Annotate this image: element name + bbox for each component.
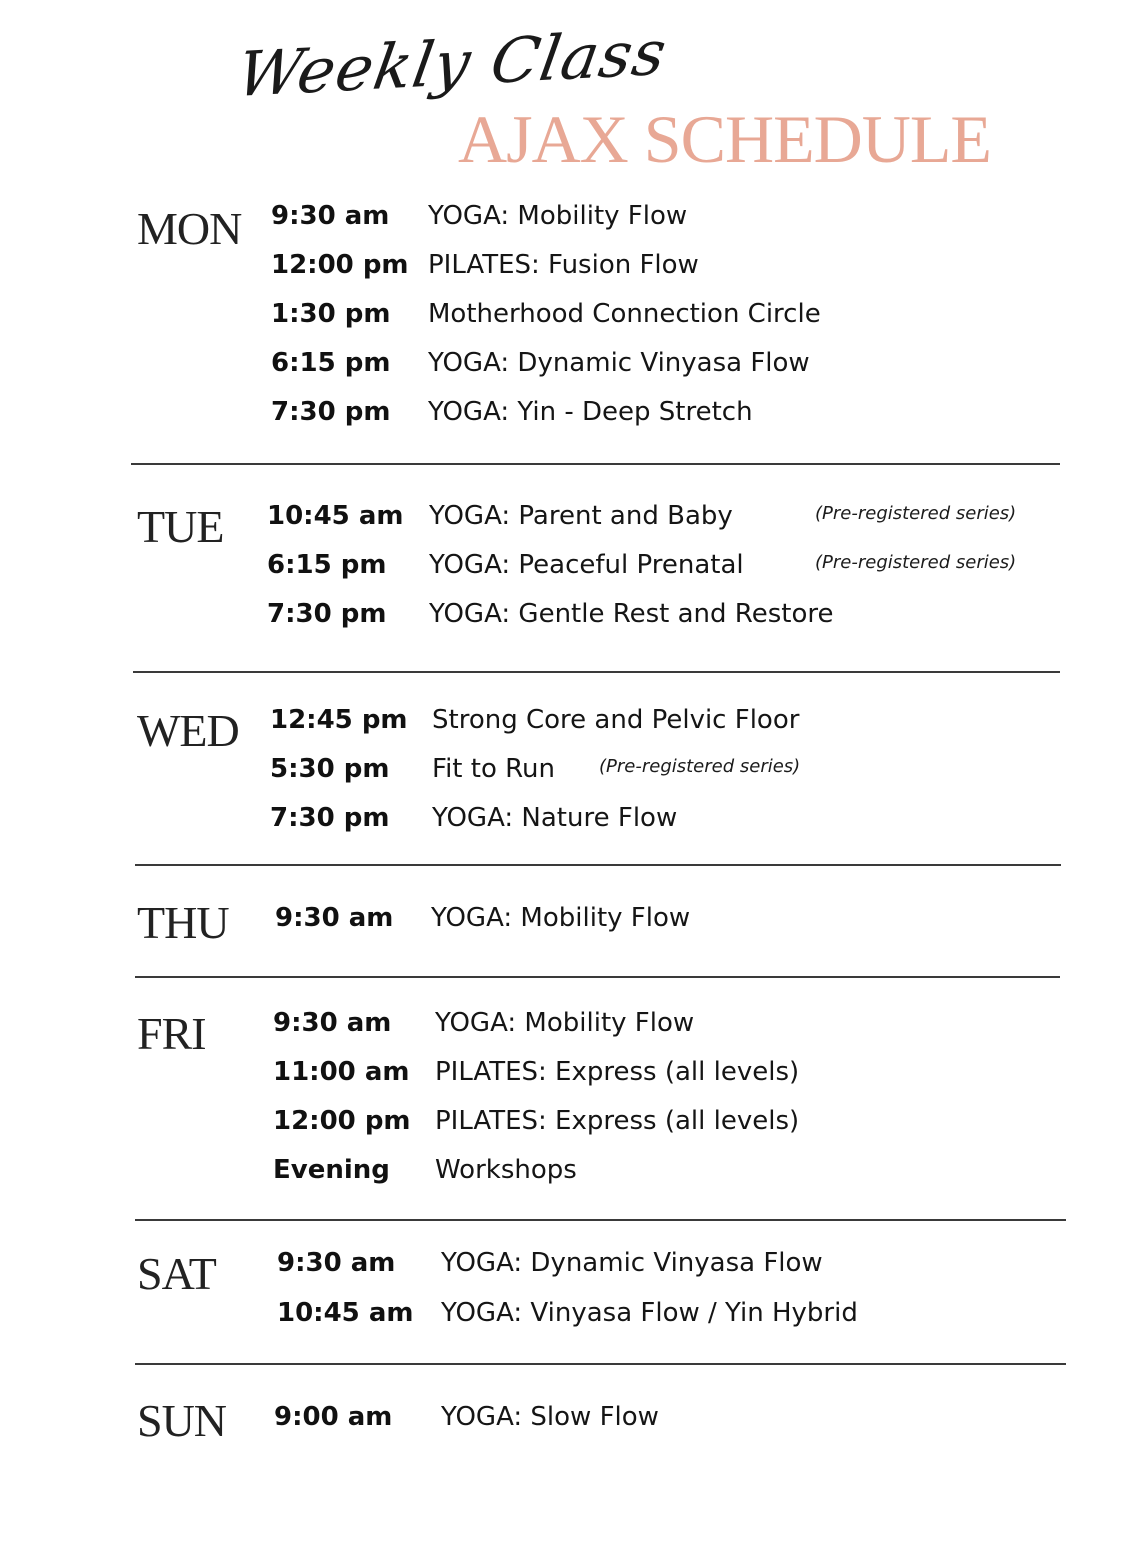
class-time: Evening <box>273 1155 390 1185</box>
class-time: 10:45 am <box>267 501 404 531</box>
class-time: 9:00 am <box>274 1402 393 1432</box>
main-title: AJAX SCHEDULE <box>458 101 991 177</box>
divider <box>135 864 1061 866</box>
class-name: Motherhood Connection Circle <box>428 299 821 329</box>
class-note: (Pre-registered series) <box>815 503 1017 524</box>
class-name: PILATES: Express (all levels) <box>435 1106 800 1136</box>
day-block-tue <box>137 498 1097 638</box>
class-time: 10:45 am <box>277 1298 414 1328</box>
class-name: YOGA: Slow Flow <box>441 1402 659 1432</box>
class-name: YOGA: Mobility Flow <box>435 1008 695 1038</box>
day-label: MON <box>137 203 242 254</box>
class-name: YOGA: Gentle Rest and Restore <box>429 599 834 629</box>
class-name: Strong Core and Pelvic Floor <box>432 705 800 735</box>
class-time: 5:30 pm <box>270 754 390 784</box>
class-time: 7:30 pm <box>267 599 387 629</box>
divider <box>135 1219 1066 1221</box>
script-title: Weekly Class <box>232 15 673 111</box>
class-note: (Pre-registered series) <box>599 756 801 777</box>
class-time: 11:00 am <box>273 1057 410 1087</box>
day-label: TUE <box>137 501 224 552</box>
class-name: YOGA: Dynamic Vinyasa Flow <box>441 1248 823 1278</box>
class-name: Fit to Run <box>432 754 555 784</box>
divider <box>133 671 1060 673</box>
divider <box>131 463 1060 465</box>
class-name: YOGA: Dynamic Vinyasa Flow <box>428 348 810 378</box>
class-name: YOGA: Mobility Flow <box>428 201 688 231</box>
class-name: YOGA: Parent and Baby <box>429 501 733 531</box>
class-name: YOGA: Nature Flow <box>432 803 678 833</box>
divider <box>135 976 1060 978</box>
class-name: Workshops <box>435 1155 577 1185</box>
day-label: FRI <box>137 1008 206 1059</box>
class-time: 6:15 pm <box>271 348 391 378</box>
class-time: 9:30 am <box>271 201 390 231</box>
class-note: (Pre-registered series) <box>815 552 1017 573</box>
schedule-header <box>0 0 1127 190</box>
class-time: 9:30 am <box>275 903 394 933</box>
day-block-mon <box>137 198 1097 438</box>
day-block-wed <box>137 702 1097 842</box>
class-name: YOGA: Peaceful Prenatal <box>429 550 744 580</box>
class-name: PILATES: Fusion Flow <box>428 250 699 280</box>
class-time: 9:30 am <box>277 1248 396 1278</box>
class-time: 12:00 pm <box>273 1106 411 1136</box>
class-time: 12:45 pm <box>270 705 408 735</box>
day-block-fri <box>137 1005 1097 1195</box>
class-time: 12:00 pm <box>271 250 409 280</box>
class-time: 7:30 pm <box>271 397 391 427</box>
day-label: THU <box>137 897 229 948</box>
day-block-sat <box>137 1247 1097 1337</box>
class-name: PILATES: Express (all levels) <box>435 1057 800 1087</box>
class-name: YOGA: Mobility Flow <box>431 903 691 933</box>
divider <box>135 1363 1066 1365</box>
class-name: YOGA: Yin - Deep Stretch <box>428 397 753 427</box>
class-time: 6:15 pm <box>267 550 387 580</box>
day-block-sun <box>137 1395 1097 1448</box>
day-block-thu <box>137 897 1097 950</box>
day-label: SAT <box>137 1248 216 1299</box>
class-time: 9:30 am <box>273 1008 392 1038</box>
day-label: WED <box>137 705 239 756</box>
class-time: 1:30 pm <box>271 299 391 329</box>
day-label: SUN <box>137 1395 227 1446</box>
class-time: 7:30 pm <box>270 803 390 833</box>
class-name: YOGA: Vinyasa Flow / Yin Hybrid <box>441 1298 858 1328</box>
